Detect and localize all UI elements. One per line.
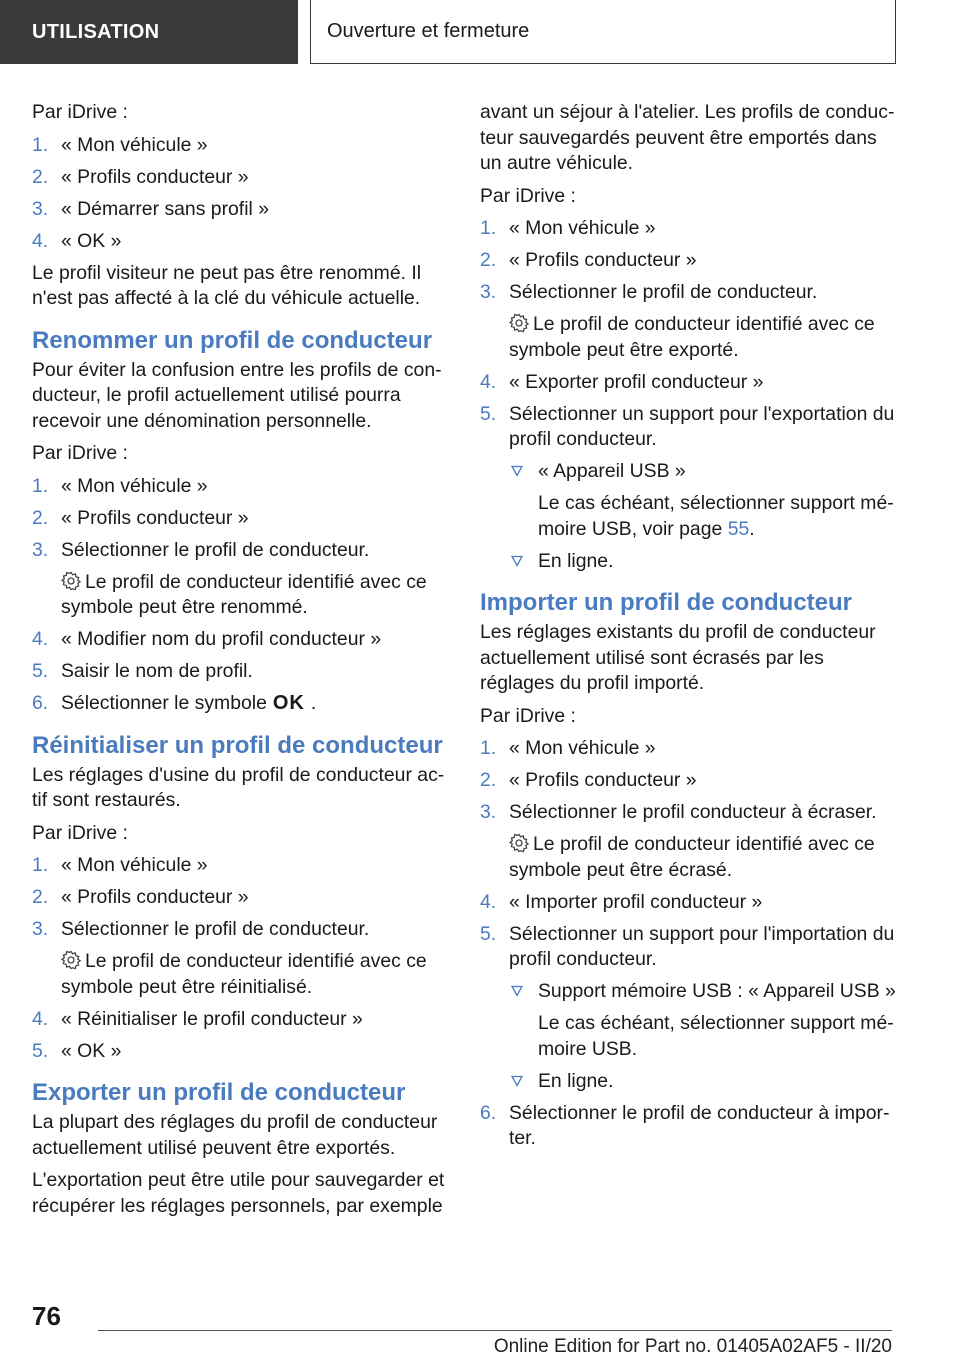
list-item: [32, 691, 448, 717]
list-item: [480, 402, 896, 453]
step-number: 5.: [480, 402, 497, 425]
step-text: « Réinitialiser le profil conducteur »: [61, 1007, 363, 1030]
left-column: [32, 100, 448, 1226]
import-note-text: Le profil de conducteur identifié avec ce symbole peut être écrasé.: [509, 833, 875, 881]
ok-symbol-icon: OK: [272, 692, 305, 714]
list-item: [32, 853, 448, 879]
step-number: 2.: [480, 769, 497, 791]
rename-label: Par iDrive :: [32, 442, 128, 464]
list-item: [480, 800, 896, 826]
list-item: [32, 165, 448, 191]
triangle-bullet-icon: [511, 1075, 523, 1087]
step-text: « Démarrer sans profil »: [61, 197, 269, 220]
step-number: 5.: [32, 660, 49, 682]
export-sub-list-2: [480, 549, 896, 575]
page-number: 76: [32, 1301, 61, 1331]
page-link[interactable]: 55: [727, 517, 750, 540]
step-end: .: [310, 692, 317, 714]
step-number: 5.: [32, 1039, 49, 1062]
gear-icon: [509, 833, 529, 853]
list-item: [480, 890, 896, 916]
triangle-bullet-icon: [511, 985, 523, 997]
list-item: [32, 1007, 448, 1033]
list-item: [32, 659, 448, 685]
footer-edition: Online Edition for Part no. 01405A02AF5 - II/20: [493, 1336, 892, 1357]
list-item: [509, 979, 896, 1005]
rename-steps-b: [32, 627, 448, 685]
step-text: « Mon véhicule »: [61, 133, 208, 156]
import-text: Les réglages existants du profil de conducteur actuellement utilisé sont écrasés par les réglages du profil importé.: [480, 621, 876, 694]
step-number: 4.: [32, 229, 49, 252]
sub-item-text: En ligne.: [538, 1069, 614, 1092]
step-number: 3.: [480, 801, 497, 823]
list-item: [32, 506, 448, 532]
gear-icon: [509, 313, 529, 333]
section-tab: UTILISATION: [0, 0, 298, 64]
step-text: Sélectionner le profil de conducteur.: [61, 918, 370, 940]
step-number: 1.: [32, 854, 49, 876]
list-item: [509, 1069, 896, 1095]
step-number: 1.: [32, 133, 49, 156]
step-text: « OK »: [61, 229, 122, 252]
step-number: 3.: [32, 538, 49, 561]
reset-heading: Réinitialiser un profil de conducteur: [32, 731, 443, 759]
step-text: « Profils conducteur »: [509, 769, 697, 791]
intro-label: Par iDrive :: [32, 101, 128, 123]
list-item: [32, 538, 448, 564]
reset-steps-b: [32, 1007, 448, 1065]
step-text: « Importer profil conducteur »: [509, 890, 763, 913]
step-text: « Mon véhicule »: [509, 217, 656, 239]
step-number: 5.: [480, 922, 497, 945]
step-text: Sélectionner un support pour l'exportation du profil conducteur.: [509, 402, 895, 450]
reset-note: [32, 949, 448, 1000]
step-text: « Profils conducteur »: [61, 886, 249, 908]
list-item: [480, 280, 896, 306]
step-text: Sélectionner un support pour l'importation du profil conducteur.: [509, 922, 895, 970]
reset-steps-a: [32, 853, 448, 943]
import-sub-list-1: [480, 979, 896, 1005]
list-item: [32, 1039, 448, 1065]
step-text: Saisir le nom de profil.: [61, 660, 253, 682]
list-item: [509, 459, 896, 485]
step-text: « Modifier nom du profil conducteur »: [61, 628, 382, 650]
list-item: [32, 627, 448, 653]
export-sub-list-1: [480, 459, 896, 485]
step-number: 3.: [480, 281, 497, 303]
step-text: « Exporter profil conducteur »: [509, 370, 764, 393]
step-text: Sélectionner le symbole: [61, 692, 267, 714]
chapter-tab: Ouverture et fermeture: [310, 0, 896, 64]
sub-item-text: Support mémoire USB : « Appareil USB »: [538, 980, 896, 1002]
step-number: 1.: [480, 217, 497, 239]
rename-text: Pour éviter la confusion entre les profils de conducteur, le profil actuellement utilisé pourra recevoir une dénomination personnelle.: [32, 358, 442, 432]
list-item: [480, 768, 896, 794]
rename-steps-a: [32, 474, 448, 564]
step-number: 4.: [480, 370, 497, 393]
step-text: Sélectionner le profil de conducteur.: [61, 538, 370, 561]
step-number: 6.: [480, 1101, 497, 1124]
right-column: [480, 100, 896, 1158]
step-text: « OK »: [61, 1039, 122, 1062]
export-steps-b: [480, 370, 896, 453]
list-item: [480, 248, 896, 274]
step-number: 3.: [32, 197, 49, 220]
step-text: Sélectionner le profil conducteur à écraser.: [509, 801, 877, 823]
import-note: [480, 832, 896, 883]
step-text: « Mon véhicule »: [61, 474, 208, 497]
rename-note: [32, 570, 448, 621]
import-steps-a: [480, 736, 896, 826]
reset-text: Les réglages d'usine du profil de conducteur actif sont restaurés.: [32, 763, 445, 811]
list-item: [32, 474, 448, 500]
step-text: « Profils conducteur »: [61, 506, 249, 529]
sub-note-end: .: [749, 517, 755, 540]
intro-text: Le profil visiteur ne peut pas être renommé. Il n'est pas affecté à la clé du véhicule actuelle.: [32, 261, 422, 309]
import-label: Par iDrive :: [480, 704, 576, 727]
reset-label: Par iDrive :: [32, 821, 128, 844]
step-number: 4.: [32, 1007, 49, 1030]
list-item: [32, 229, 448, 255]
step-number: 2.: [32, 165, 49, 188]
list-item: [480, 922, 896, 973]
export-text-2: L'exportation peut être utile pour sauvegarder et récupérer les réglages personnels, par exemple: [32, 1169, 445, 1217]
step-number: 2.: [480, 249, 497, 271]
footer-divider: [98, 1330, 892, 1331]
step-text: « Mon véhicule »: [509, 737, 656, 759]
step-number: 2.: [32, 506, 49, 529]
step-text: « Mon véhicule »: [61, 854, 208, 876]
page-header: [0, 0, 960, 66]
step-text: « Profils conducteur »: [61, 165, 249, 188]
export-text-1: La plupart des réglages du profil de conducteur actuellement utilisé peuvent être exportés.: [32, 1111, 438, 1159]
step-text: Sélectionner le profil de conducteur à importer.: [509, 1101, 890, 1149]
list-item: [32, 197, 448, 223]
sub-item-text: En ligne.: [538, 549, 614, 572]
reset-note-text: Le profil de conducteur identifié avec ce symbole peut être réinitialisé.: [61, 950, 427, 998]
triangle-bullet-icon: [511, 555, 523, 567]
import-sub-list-2: [480, 1069, 896, 1095]
list-item: [480, 370, 896, 396]
step-number: 1.: [480, 737, 497, 759]
step-text: Sélectionner le profil de conducteur.: [509, 281, 818, 303]
gear-icon: [61, 571, 81, 591]
step-number: 2.: [32, 886, 49, 908]
import-step-6: [480, 1101, 896, 1152]
rename-heading: Renommer un profil de conducteur: [32, 326, 433, 354]
list-item: [32, 917, 448, 943]
step-number: 1.: [32, 474, 49, 497]
export-note-text: Le profil de conducteur identifié avec ce symbole peut être exporté.: [509, 313, 875, 361]
step-number: 4.: [32, 628, 49, 650]
sub-item-text: « Appareil USB »: [538, 460, 686, 482]
import-heading: Importer un profil de conducteur: [480, 589, 853, 616]
list-item: [480, 1101, 896, 1152]
import-sub-note: Le cas échéant, sélectionner support mémoire USB.: [538, 1012, 894, 1060]
export-label: Par iDrive :: [480, 184, 576, 207]
export-steps-a: [480, 216, 896, 306]
export-heading: Exporter un profil de conducteur: [32, 1079, 406, 1106]
sub-note-text: Le cas échéant, sélectionner support mémoire USB, voir page: [538, 492, 894, 540]
list-item: [32, 885, 448, 911]
rename-note-text: Le profil de conducteur identifié avec ce symbole peut être renommé.: [61, 570, 427, 618]
export-sub-note: [480, 491, 896, 542]
step-number: 6.: [32, 692, 49, 714]
export-text-cont: avant un séjour à l'atelier. Les profils de conducteur sauvegardés peuvent être emportés dans un autre véhicule.: [480, 101, 895, 174]
rename-step-6: [32, 691, 448, 717]
step-text: « Profils conducteur »: [509, 249, 697, 271]
list-item: [509, 549, 896, 575]
intro-steps: [32, 133, 448, 255]
import-steps-b: [480, 890, 896, 973]
list-item: [480, 736, 896, 762]
step-number: 3.: [32, 918, 49, 940]
export-note: [480, 312, 896, 363]
list-item: [480, 216, 896, 242]
gear-icon: [61, 950, 81, 970]
triangle-bullet-icon: [511, 465, 523, 477]
step-number: 4.: [480, 890, 497, 913]
list-item: [32, 133, 448, 159]
